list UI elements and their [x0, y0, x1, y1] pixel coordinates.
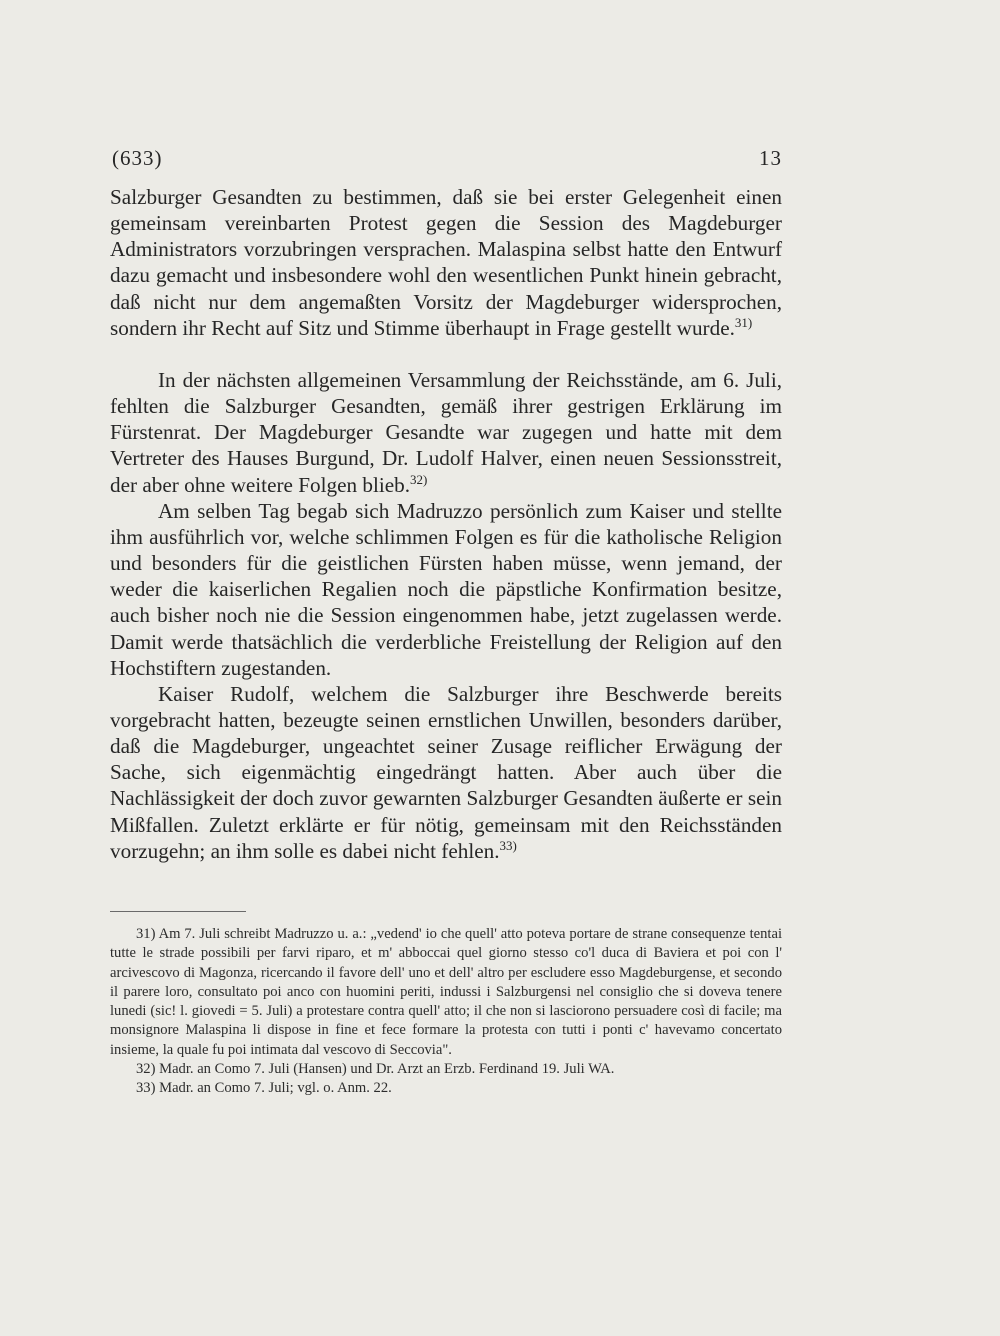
paragraph-2-text: In der nächsten allgemeinen Versammlung der Reichsstände, am 6. Juli, fehlten die Salzburger Gesandten, gemäß ihrer gestrigen Erklärung im Fürstenrat. Der Magdeburger Gesandte war zugegen und hatte mit dem Vertreter des Hauses Burgund, Dr. Ludolf Halver, einen neuen Sessionsstreit, der aber ohne weitere Folgen blieb. [110, 367, 782, 497]
footnote-ref-33: 33) [499, 837, 517, 853]
paragraph-4-text: Kaiser Rudolf, welchem die Salzburger ihre Beschwerde bereits vorgebracht hatten, bezeugte seinen ernstlichen Unwillen, besonders darüber, daß die Magdeburger, ungeachtet seiner Zusage reiflicher Erwägung der Sache, sich eigenmächtig eingedrängt hatten. Aber auch über die Nachlässigkeit der doch zuvor gewarnten Salzburger Gesandten äußerte er sein Mißfallen. Zuletzt erklärte er für nötig, gemeinsam mit den Reichsständen vorzugehn; an ihm solle es dabei nicht fehlen. [110, 681, 782, 863]
footnote-31: 31) Am 7. Juli schreibt Madruzzo u. a.: „vedend' io che quell' atto poteva portare de strane consequenze tentai tutte le strade possibili per farvi riparo, et m' abboccai quel giorno stesso co'l duca di Baviera et poi con l' arcivescovo di Magonza, ricercando il favore dell' uno et dell' altro per escludere esso Magdeburgense, et secondo il parere loro, consultato poi anco con huomini periti, indussi i Salzburgensi nel consiglio che si doveva tenere lunedi (sic! l. giovedi = 5. Juli) a protestare contra quell' atto; il che non si lasciorono persuadere così di facile; ma monsignore Malaspina li dispose in fine et fece formare la protesta con tutti i ponti c' havevamo concertato insieme, la quale fu poi intimata dal vescovo di Seccovia". [110, 926, 782, 1058]
footnote-33: 33) Madr. an Como 7. Juli; vgl. o. Anm. 22. [136, 1080, 392, 1097]
running-header [112, 146, 782, 170]
footnote-ref-31: 31) [734, 314, 753, 330]
page-number: 13 [759, 146, 782, 170]
footnotes [110, 925, 782, 1099]
header-section-number: (633) [112, 146, 163, 170]
paragraph-3-text: Am selben Tag begab sich Madruzzo persönlich zum Kaiser und stellte ihm ausführlich vor, welche schlimmen Folgen es für die katholische Religion und besonders für die geistlichen Fürsten haben müsse, wenn jemand, der weder die kaiserlichen Regalien noch die päpstliche Konfirmation besitze, auch bisher noch nie die Session eingenommen habe, jetzt zugelassen werde. Damit werde thatsächlich die verderbliche Freistellung der Religion auf den Hochstiftern zugestanden. [110, 498, 782, 680]
footnote-divider [110, 911, 246, 912]
paragraph-1-text: Salzburger Gesandten zu bestimmen, daß sie bei erster Gelegenheit einen gemeinsam vereinbarten Protest gegen die Session des Magdeburger Administrators vorzubringen versprachen. Malaspina selbst hatte den Entwurf dazu gemacht und insbesondere wohl den wesentlichen Punkt hinein gebracht, daß nicht nur dem angemaßten Vorsitz der Magdeburger widersprochen, sondern ihr Recht auf Sitz und Stimme überhaupt in Frage gestellt wurde. [110, 185, 782, 340]
paragraph-3 [110, 498, 782, 681]
paragraph-4 [110, 681, 782, 864]
main-text [110, 184, 782, 864]
footnote-32: 32) Madr. an Como 7. Juli (Hansen) und Dr. Arzt an Erzb. Ferdinand 19. Juli WA. [136, 1061, 615, 1078]
paragraph-1 [110, 184, 782, 341]
paragraph-2 [110, 367, 782, 498]
footnote-ref-32: 32) [410, 471, 428, 487]
